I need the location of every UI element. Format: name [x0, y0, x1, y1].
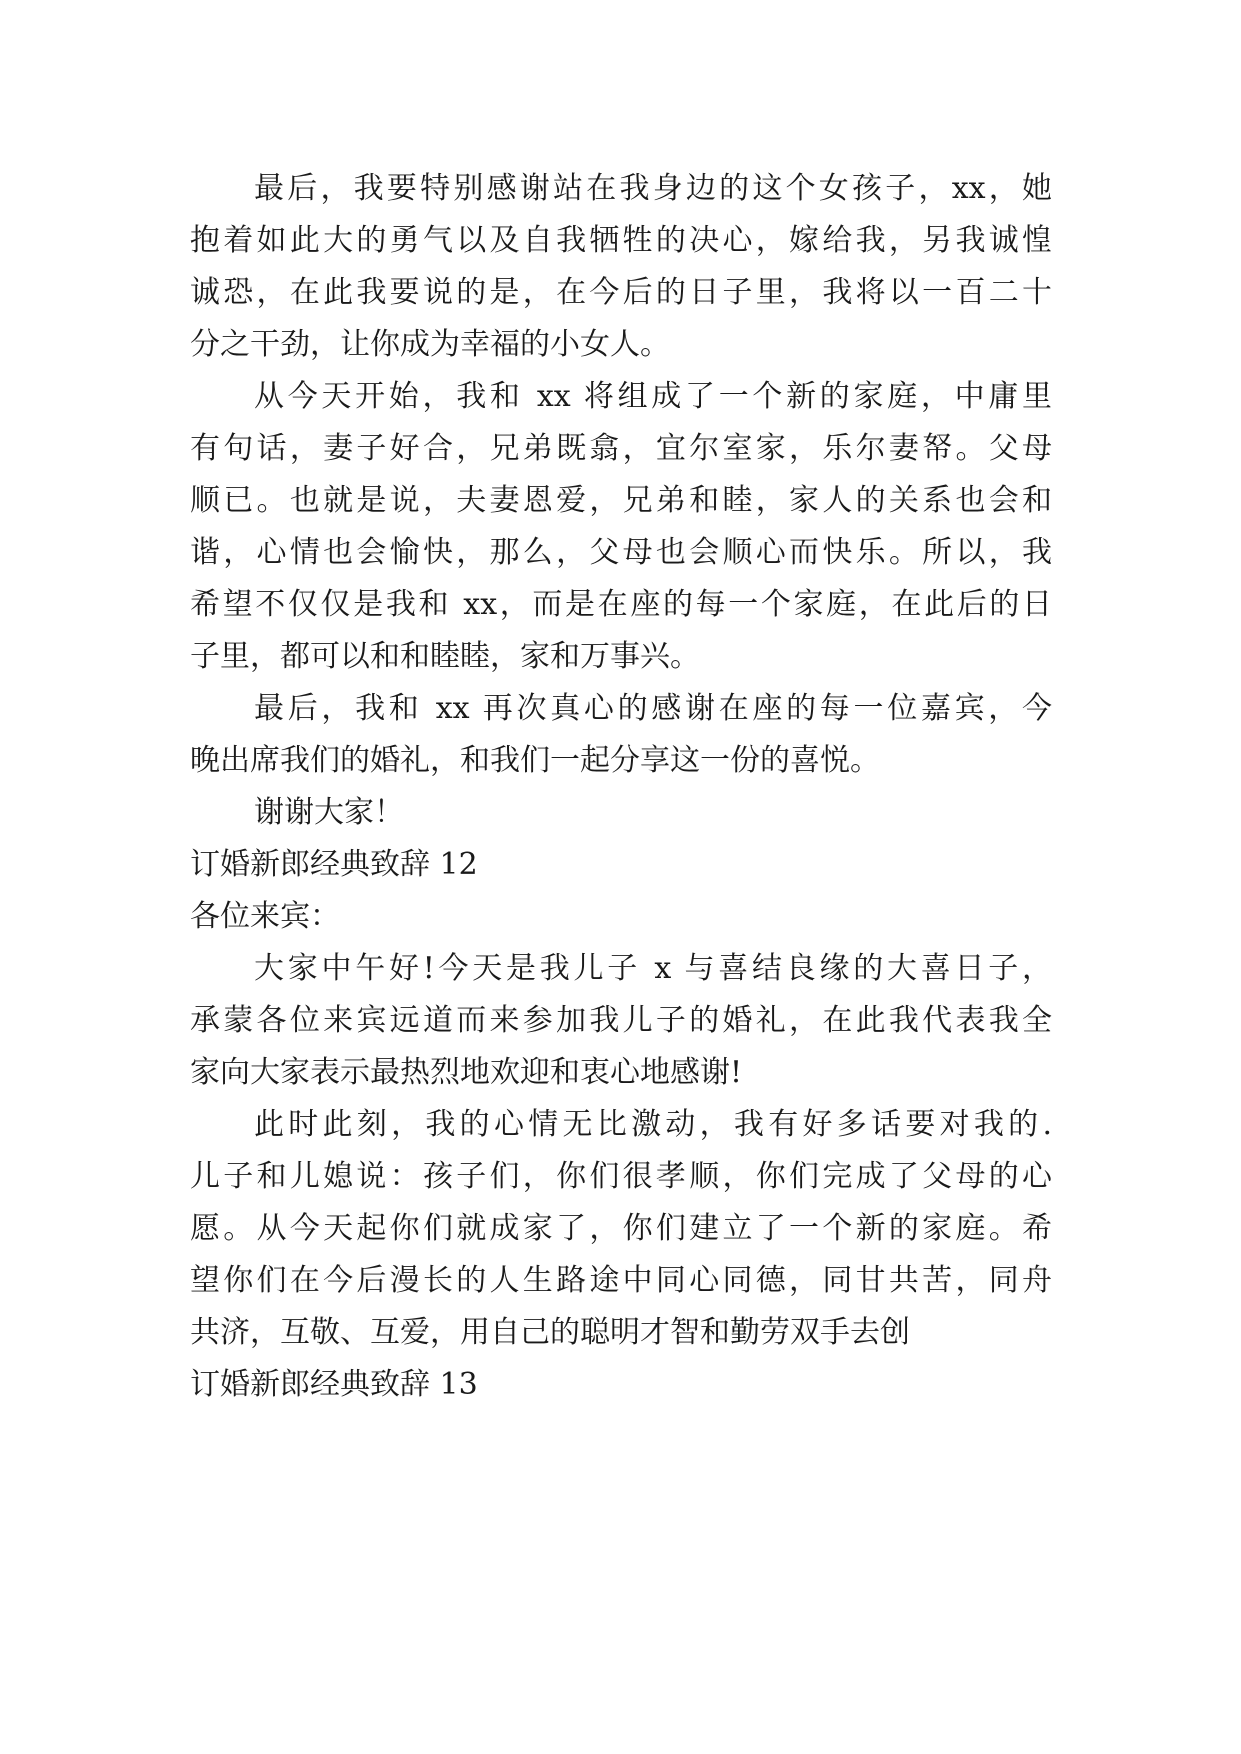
paragraph-line: 希望不仅仅是我和 xx，而是在座的每一个家庭，在此后的日: [190, 587, 1052, 622]
paragraph-line: 大家中午好!今天是我儿子 x 与喜结良缘的大喜日子，: [254, 951, 1052, 986]
paragraph-line: 分之干劲，让你成为幸福的小女人。: [190, 327, 670, 362]
paragraph-line: 抱着如此大的勇气以及自我牺牲的决心，嫁给我，另我诚惶: [190, 223, 1052, 258]
paragraph-line: 承蒙各位来宾远道而来参加我儿子的婚礼，在此我代表我全: [190, 1003, 1052, 1038]
paragraph-line: 诚恐，在此我要说的是，在今后的日子里，我将以一百二十: [190, 275, 1052, 310]
paragraph-line: 愿。从今天起你们就成家了，你们建立了一个新的家庭。希: [190, 1211, 1052, 1246]
paragraph-line: 谢谢大家！: [254, 795, 404, 830]
section-heading: 订婚新郎经典致辞 12: [190, 847, 478, 882]
paragraph-line: 谐，心情也会愉快，那么，父母也会顺心而快乐。所以，我: [190, 535, 1052, 570]
paragraph-line: 顺已。也就是说，夫妻恩爱，兄弟和睦，家人的关系也会和: [190, 483, 1052, 518]
paragraph-line: 最后，我要特别感谢站在我身边的这个女孩子，xx，她: [254, 171, 1052, 206]
paragraph-line: 晚出席我们的婚礼，和我们一起分享这一份的喜悦。: [190, 743, 880, 778]
paragraph-line: 子里，都可以和和睦睦，家和万事兴。: [190, 639, 700, 674]
section-heading: 订婚新郎经典致辞 13: [190, 1367, 478, 1402]
paragraph-line: 从今天开始，我和 xx 将组成了一个新的家庭，中庸里: [254, 379, 1052, 414]
paragraph-line: 儿子和儿媳说：孩子们，你们很孝顺，你们完成了父母的心: [190, 1159, 1052, 1194]
paragraph-line: 此时此刻，我的心情无比激动，我有好多话要对我的.: [254, 1107, 1052, 1142]
salutation: 各位来宾：: [190, 899, 340, 934]
paragraph-line: 有句话，妻子好合，兄弟既翕，宜尔室家，乐尔妻帑。父母: [190, 431, 1052, 466]
paragraph-line: 望你们在今后漫长的人生路途中同心同德，同甘共苦，同舟: [190, 1263, 1052, 1298]
paragraph-line: 家向大家表示最热烈地欢迎和衷心地感谢!: [190, 1055, 743, 1090]
paragraph-line: 最后，我和 xx 再次真心的感谢在座的每一位嘉宾，今: [254, 691, 1052, 726]
paragraph-line: 共济，互敬、互爱，用自己的聪明才智和勤劳双手去创: [190, 1315, 910, 1350]
